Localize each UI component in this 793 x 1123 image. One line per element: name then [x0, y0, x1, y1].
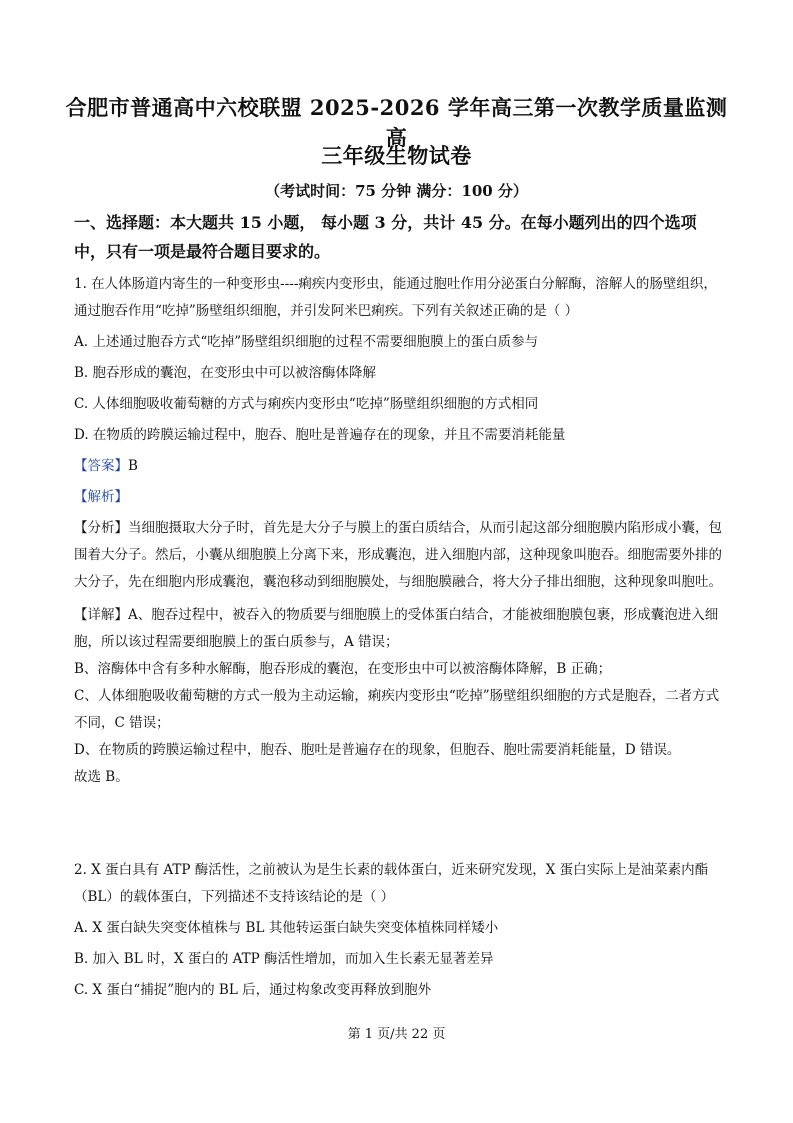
document-title-line-2: 三年级生物试卷 [321, 143, 472, 168]
question-stem: 1. 在人体肠道内寄生的一种变形虫----痢疾内变形虫，能通过胞吐作用分泌蛋白分解酶，溶解人的肠壁组织，通过胞吞作用“吃掉”肠壁组织细胞，并引发阿米巴痢疾。下列有关叙述正确的是（ ） [74, 276, 717, 319]
fenxi-paragraph [74, 515, 724, 596]
question-stem: 2. X 蛋白具有 ATP 酶活性，之前被认为是生长素的载体蛋白，近来研究发现，X 蛋白实际上是油菜素内酯（BL）的载体蛋白，下列描述不支持该结论的是（ ） [74, 862, 709, 905]
document-title-line-1: 合肥市普通高中六校联盟 2025-2026 学年高三第一次教学质量监测高 [65, 95, 728, 150]
option-b: B. 加入 BL 时，X 蛋白的 ATP 酶活性增加，而加入生长素无显著差异 [74, 951, 494, 967]
exam-info: （考试时间：75 分钟 满分：100 分） [265, 182, 528, 200]
option-d: D. 在物质的跨膜运输过程中，胞吞、胞吐是普遍存在的现象，并且不需要消耗能量 [74, 427, 566, 443]
xiangjie-paragraph-b: B、溶酶体中含有多种水解酶，胞吞形成的囊泡，在变形虫中可以被溶酶体降解，B 正确； [74, 661, 612, 677]
option-a: A. X 蛋白缺失突变体植株与 BL 其他转运蛋白缺失突变体植株同样矮小 [74, 920, 499, 936]
analysis-line [74, 484, 724, 511]
xiangjie-paragraph-d: D、在物质的跨膜运输过程中，胞吞、胞吐是普遍存在的现象，但胞吞、胞吐需要消耗能量，D 错误。 [74, 742, 681, 758]
xiangjie-tag: 【详解】 [74, 607, 128, 623]
xiangjie-a: A、胞吞过程中，被吞入的物质要与细胞膜上的受体蛋白结合，才能被细胞膜包裹，形成囊泡进入细胞，所以该过程需要细胞膜上的蛋白质参与，A 错误； [74, 607, 719, 650]
page-footer: 第 1 页/共 22 页 [347, 1027, 446, 1042]
question-1 [74, 271, 724, 791]
answer-value: B [128, 458, 138, 474]
section-heading: 一、选择题：本大题共 15 小题， 每小题 3 分，共计 45 分。在每小题列出的四个选项中，只有一项是最符合题目要求的。 [74, 213, 697, 261]
xiangjie-paragraph-c: C、人体细胞吸收葡萄糖的方式一般为主动运输，痢疾内变形虫“吃掉”肠壁组织细胞的方式是胞吞，二者方式不同，C 错误； [74, 688, 720, 731]
option-c: C. 人体细胞吸收葡萄糖的方式与痢疾内变形虫“吃掉”肠壁组织细胞的方式相同 [74, 396, 539, 412]
question-2 [74, 857, 724, 1004]
answer-line [74, 453, 724, 480]
option-a: A. 上述通过胞吞方式“吃掉”肠壁组织细胞的过程不需要细胞膜上的蛋白质参与 [74, 334, 539, 350]
answer-tag: 【答案】 [74, 458, 128, 474]
fenxi-text: 当细胞摄取大分子时，首先是大分子与膜上的蛋白质结合，从而引起这部分细胞膜内陷形成小囊，包围着大分子。然后，小囊从细胞膜上分离下来，形成囊泡，进入细胞内部，这种现象叫胞吞。细胞需要外排的大分子，先在细胞内形成囊泡，囊泡移动到细胞膜处，与细胞膜融合，将大分子排出细胞，这种现象叫胞吐。 [74, 520, 722, 590]
fenxi-tag: 【分析】 [74, 520, 128, 536]
xiangjie-conclusion: 故选 B。 [74, 769, 129, 785]
xiangjie-paragraph-a [74, 602, 724, 656]
analysis-tag: 【解析】 [74, 489, 128, 505]
option-c: C. X 蛋白“捕捉”胞内的 BL 后，通过构象改变再释放到胞外 [74, 982, 432, 998]
option-b: B. 胞吞形成的囊泡，在变形虫中可以被溶酶体降解 [74, 365, 377, 381]
